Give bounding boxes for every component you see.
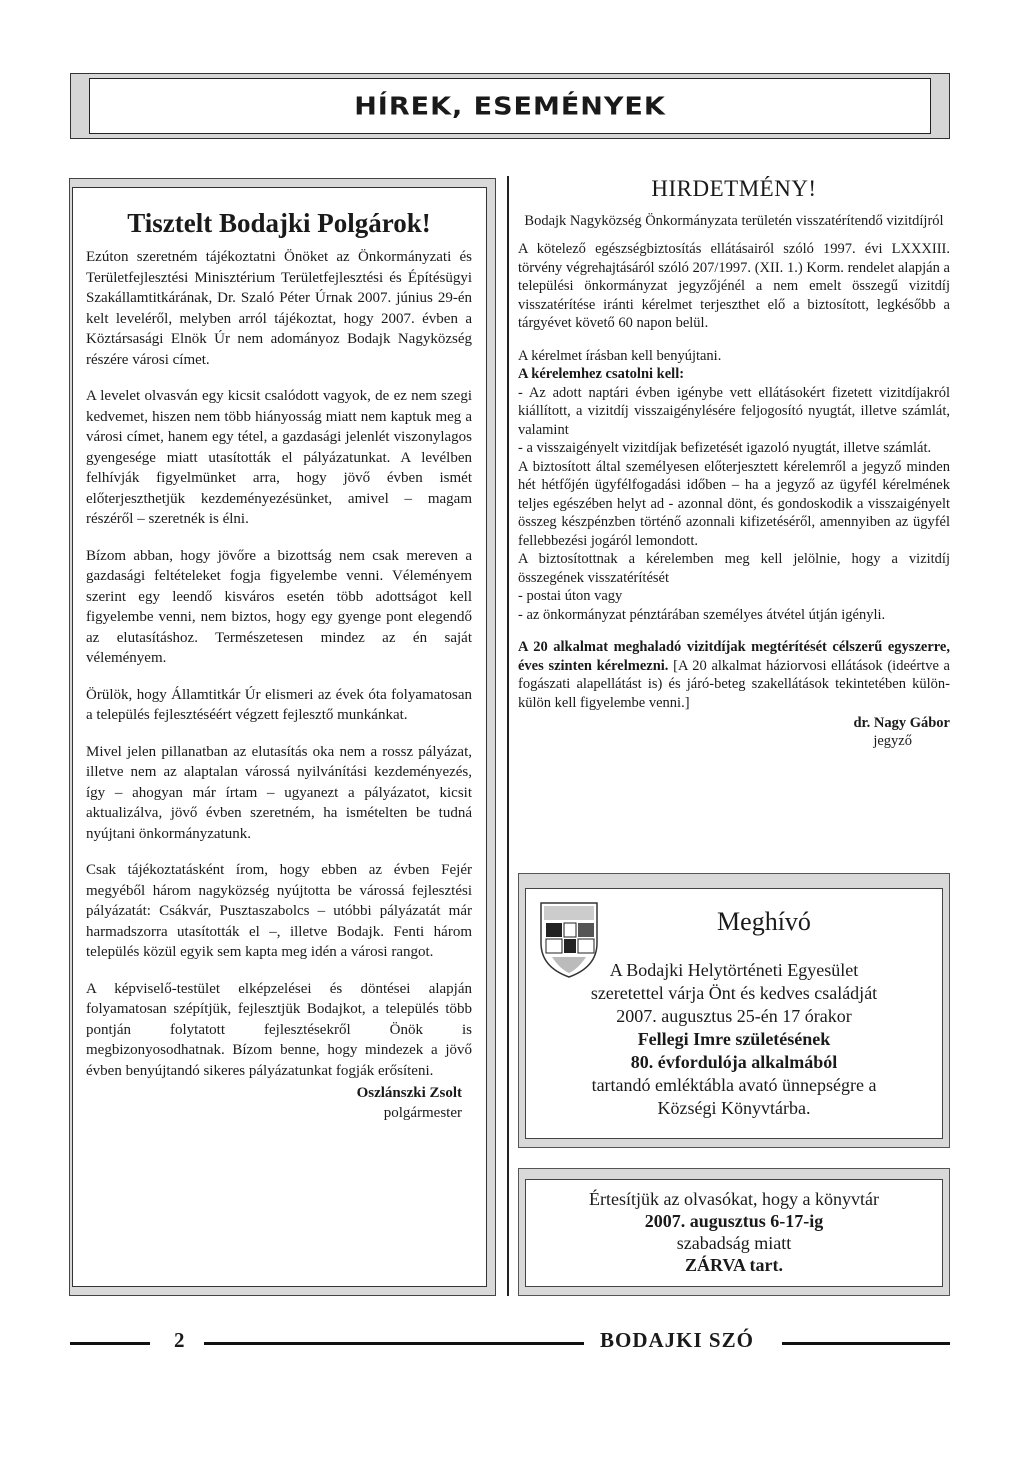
announcement-title: HIRDETMÉNY!	[651, 176, 817, 201]
section-title: HÍREK, ESEMÉNYEK	[354, 91, 666, 121]
announcement	[518, 176, 950, 750]
announcement-paragraph: A biztosítottnak a kérelemben meg kell jelölnie, hogy a vizitdíj összegének visszatérítését	[518, 551, 950, 586]
library-line: ZÁRVA tart.	[684, 1255, 784, 1275]
library-line: 2007. augusztus 6-17-ig	[644, 1211, 824, 1231]
invitation-body	[526, 959, 942, 1120]
letter-paragraph: A képviselő-testület elképzelései és döntései alapján folyamatosan szépítjük, fejlesztjük Bodajkot, a település több pontján folytatott fejlesztésekről Önök is megbizonyosodhatnak. Bízom benne, hogy mindezek a jövő évben benyújtandó sikeres pályázatunkat fogják erősíteni.	[86, 980, 472, 1079]
announcement-paragraph: - Az adott naptári évben igénybe vett ellátásokért fizetett vizitdíjakról kiállított, a vizitdíj visszaigénylésére feljogosító nyugtát, illetve számlát, valamint	[518, 384, 950, 438]
announcement-paragraph: A 20 alkalmat meghaladó vizitdíjak megtérítését célszerű egyszerre, éves szinten kérelmezni. [A 20 alkalmat háziorvosi ellátások (ideértve a fogászati alapellátást is) és járó-beteg szakellátások tekintetében külön-külön kell figyelembe venni.]	[518, 639, 950, 711]
footer-rule	[782, 1342, 950, 1345]
invitation-title: Meghívó	[717, 907, 811, 936]
announcement-paragraph: - az önkormányzat pénztárában személyes átvétel útján igényli.	[518, 606, 886, 623]
announcement-signature-name: dr. Nagy Gábor	[853, 715, 950, 731]
letter-paragraph: A levelet olvasván egy kicsit csalódott vagyok, de ez nem szegi kedvemet, hiszen nem több hiányosság miatt nem kaptuk meg a városi címet, hanem egy tétel, a gazdasági jelenlét viszonylagos gyengesége miatt utasították el pályázatunkat. A levélben felhívják figyelmünket arra, hogy jövő évben ismét előterjeszthetjük kezdeményezésünket, amivel – magam részéről – szeretnék is élni.	[86, 388, 472, 527]
letter-signature-title: polgármester	[383, 1105, 462, 1121]
invitation-line: 80. évfordulója alkalmából	[630, 1052, 838, 1072]
footer-rule	[204, 1342, 584, 1345]
announcement-paragraph: A biztosított által személyesen előterjesztett kérelemről a jegyző minden hét hétfőjén ügyfélfogadási időben – ha a jegyző az ügyfél kérelmének teljes egészében helyt ad - azonnal dönt, és gondoskodik a visszaigényelt összeg készpénzben történő azonnali kifizetéséről, amennyiben az ügyfél fellebbezési jogáról lemondott.	[518, 458, 950, 549]
page-number: 2	[174, 1328, 185, 1352]
letter-title: Tisztelt Bodajki Polgárok!	[127, 208, 431, 238]
library-line: Értesítjük az olvasókat, hogy a könyvtár	[589, 1189, 879, 1209]
announcement-paragraph: A kérelmet írásban kell benyújtani.	[518, 347, 722, 364]
announcement-signature-title: jegyző	[873, 733, 912, 749]
letter-paragraph: Csak tájékoztatásként írom, hogy ebben az évben Fejér megyéből három nagyközség nyújtotta be várossá fejlesztési pályázatát: Csákvár, Pusztaszabolcs – utóbbi pályázatát már harmadszorra utasították el –, illetve Bodajk. Fenti három település közül egyik sem kapta meg idén a városi rangot.	[86, 862, 472, 960]
column-divider	[507, 176, 509, 1296]
invitation-line: A Bodajki Helytörténeti Egyesület	[609, 960, 859, 980]
invitation-line: 2007. augusztus 25-én 17 órakor	[616, 1006, 852, 1026]
invitation-line: Fellegi Imre születésének	[637, 1029, 831, 1049]
announcement-paragraph: A kötelező egészségbiztosítás ellátásairól szóló 1997. évi LXXXIII. törvény végrehajtásáról szóló 207/1997. (XII. 1.) Korm. rendelet alapján a települési önkormányzat jegyzőjénél a nem emelt összegű vizitdíj visszatérítése iránti kérelmet terjeszthet elő a biztosított, legkésőbb a tárgyévet követő 60 napon belül.	[518, 241, 950, 331]
section-banner-frame	[89, 78, 931, 134]
mayor-letter	[72, 187, 487, 1287]
invitation-line: Községi Könyvtárba.	[657, 1098, 811, 1118]
letter-paragraph: Bízom abban, hogy jövőre a bizottság nem csak mereven a gazdasági feltételeket fogja figyelembe venni. Véleményem szerint egy leendő kisváros esetén több adottságot kell figyelembe venni, nem biztos, hogy egy gyenge pont elegendő az elutasításhoz. Természetesen mindez az én saját véleményem.	[86, 547, 472, 666]
footer-rule	[70, 1342, 150, 1345]
announcement-subtitle: Bodajk Nagyközség Önkormányzata területén visszatérítendő vizitdíjról	[524, 213, 944, 229]
letter-paragraph: Örülök, hogy Államtitkár Úr elismeri az évek óta folyamatosan a település fejlesztéséért végzett fejlesztő munkánkat.	[86, 686, 472, 723]
announcement-paragraph: - postai úton vagy	[518, 588, 623, 604]
announcement-paragraph: - a visszaigényelt vizitdíjak befizetését igazoló nyugtát, illetve számlát.	[518, 440, 932, 456]
library-line: szabadság miatt	[676, 1233, 792, 1253]
announcement-paragraph-bold: A kérelemhez csatolni kell:	[518, 366, 685, 382]
invitation	[525, 888, 943, 1139]
letter-paragraph: Ezúton szeretném tájékoztatni Önöket az Önkormányzati és Területfejlesztési Minisztérium Területfejlesztési és Építésügyi Szakállamtitkárának, Dr. Szaló Péter Úrnak 2007. június 29-én kelt leveléről, melyben arról tájékoztat, hogy 2007. évben a Köztársasági Elnök Úr nem adományoz Bodajk Nagyközség részére városi címet.	[86, 249, 472, 368]
page-footer	[70, 1328, 950, 1358]
invitation-line: szeretettel várja Önt és kedves családját	[590, 983, 878, 1003]
letter-paragraph: Mivel jelen pillanatban az elutasítás oka nem a rossz pályázat, illetve nem az alaptalan várossá nyilvánítási kezdeményezés, így – ahogyan már írtam – ugyanezt a pályázatot, kicsit aktualizálva, jövő évben szeretném, ha ismételten be tudná nyújtani önkormányzatunk.	[86, 743, 472, 842]
letter-signature-name: Oszlánszki Zsolt	[356, 1085, 462, 1101]
magazine-name: BODAJKI SZÓ	[600, 1328, 754, 1352]
library-notice-box	[518, 1168, 950, 1296]
mayor-letter-box	[69, 178, 496, 1296]
library-notice	[525, 1179, 943, 1287]
section-banner	[70, 73, 950, 139]
invitation-line: tartandó emléktábla avató ünnepségre a	[591, 1075, 877, 1095]
invitation-box	[518, 873, 950, 1148]
